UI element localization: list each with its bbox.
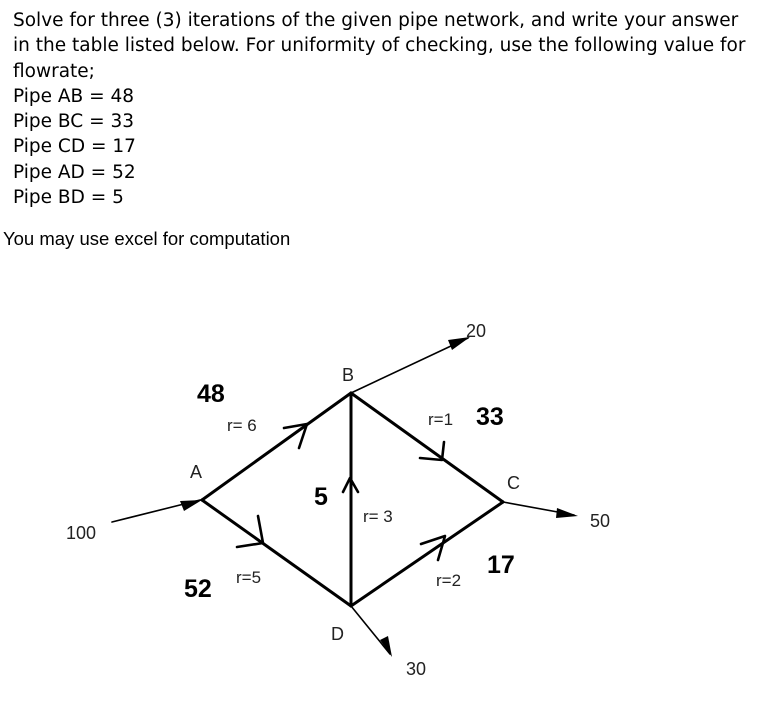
flow-item-ad: Pipe AD = 52: [13, 161, 136, 183]
pipe-bc-flow: 33: [476, 403, 504, 431]
inflow-a-value: 100: [66, 523, 97, 543]
flow-pipe-label: Pipe CD: [13, 136, 86, 158]
flow-pipe-value: 52: [112, 161, 136, 183]
excel-note: You may use excel for computation: [3, 228, 291, 249]
pipe-ad-flow: 52: [184, 575, 212, 603]
flow-item-bd: Pipe BD = 5: [13, 187, 124, 209]
inflow-a-arrowhead: [180, 500, 202, 511]
pipe-bd-r: r= 3: [363, 507, 393, 526]
node-b-label: B: [342, 365, 355, 385]
node-d-label: D: [331, 624, 344, 644]
problem-intro: Solve for three (3) iterations of the given pipe network, and write your answer in the table listed below. For uniformity of checking, use the following value for flowrate;: [13, 10, 746, 82]
outflow-c-arrowhead: [556, 508, 578, 518]
flow-item-cd: Pipe CD = 17: [13, 136, 136, 158]
flow-pipe-value: 33: [110, 111, 134, 133]
flow-pipe-value: 5: [112, 187, 124, 209]
pipe-ab-r: r= 6: [227, 416, 257, 435]
flow-pipe-value: 17: [112, 136, 136, 158]
outflow-c-value: 50: [590, 511, 611, 531]
node-c-label: C: [507, 473, 520, 493]
flow-pipe-label: Pipe BC: [13, 111, 84, 133]
flow-pipe-label: Pipe AD: [13, 161, 85, 183]
outflow-d-value: 30: [406, 659, 427, 679]
pipe-cd-r: r=2: [436, 571, 462, 590]
pipe-cd-flow: 17: [487, 551, 515, 579]
pipe-ad: [202, 500, 351, 606]
flow-pipe-label: Pipe AB: [13, 85, 84, 107]
pipe-bc-r: r=1: [428, 410, 454, 429]
flow-item-ab: Pipe AB = 48: [13, 85, 135, 107]
flow-pipe-label: Pipe BD: [13, 187, 85, 209]
node-a-label: A: [190, 462, 203, 482]
outflow-d-arrowhead: [380, 636, 392, 657]
pipe-ad-arrow-icon: [237, 516, 263, 547]
pipe-bd-flow: 5: [314, 483, 328, 511]
pipe-ab: [202, 393, 351, 500]
pipe-ad-r: r=5: [236, 568, 262, 587]
flow-pipe-value: 48: [110, 85, 135, 107]
outflow-d-line: [351, 606, 390, 654]
outflow-b-value: 20: [466, 321, 487, 341]
pipe-ab-flow: 48: [197, 380, 225, 408]
outflow-b-line: [351, 338, 468, 393]
flow-item-bc: Pipe BC = 33: [13, 111, 134, 133]
